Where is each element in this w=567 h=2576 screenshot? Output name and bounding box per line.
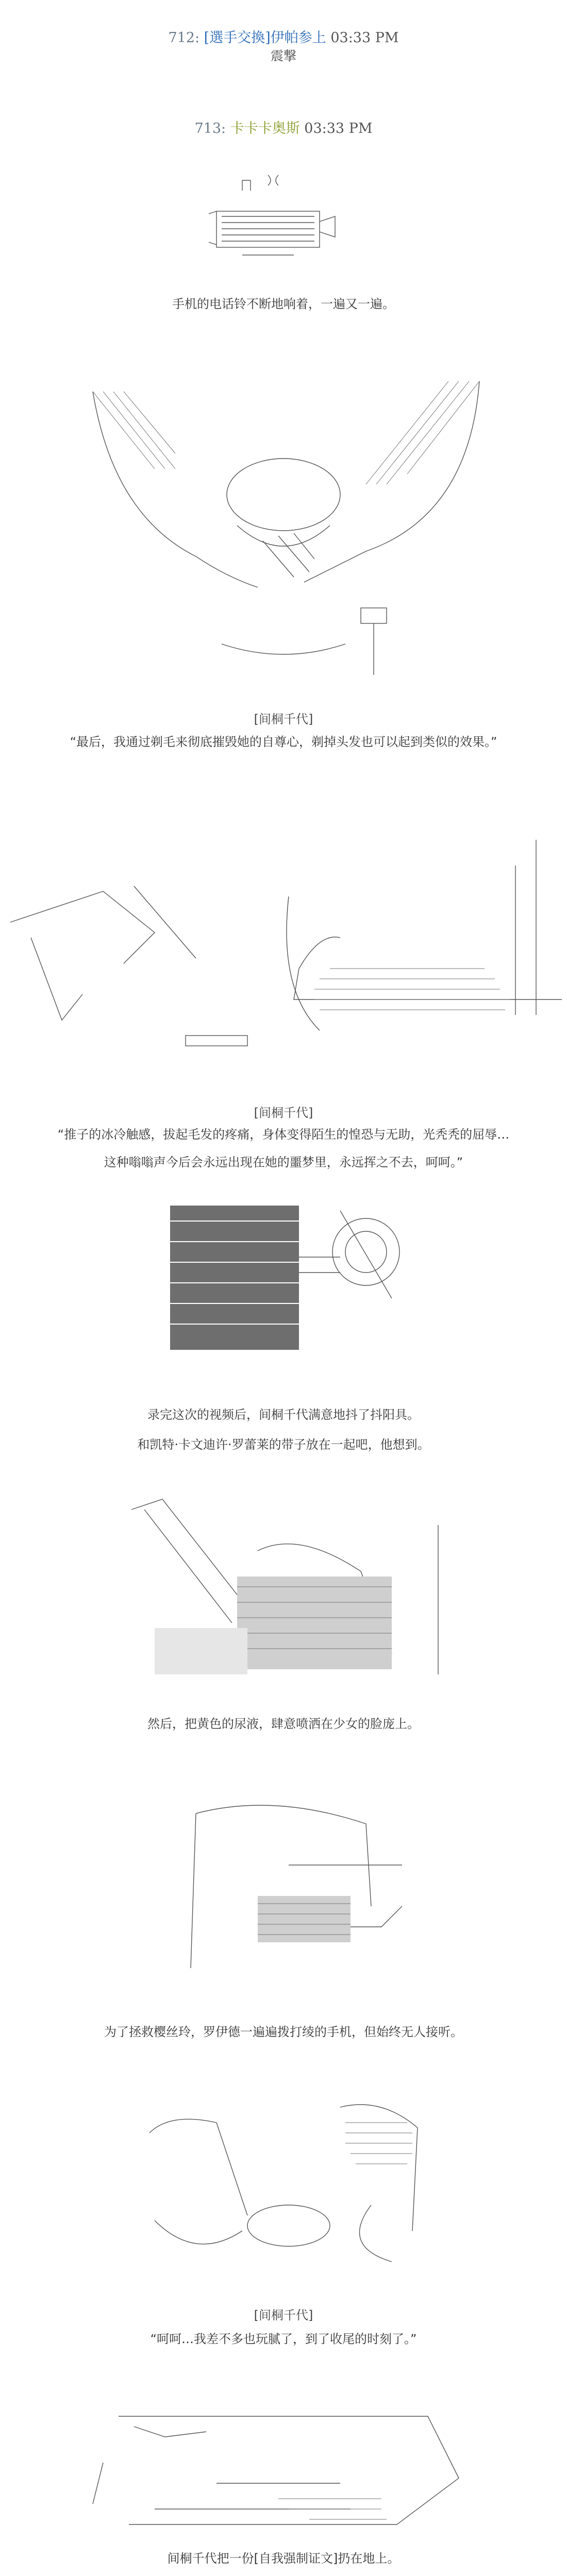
panel-7-caption: “呵呵…我差不多也玩腻了，到了收尾的时刻了。” (150, 2332, 417, 2346)
post-712 (0, 29, 567, 65)
panel-6-caption: 为了拯救樱丝玲，罗伊德一遍遍拨打绫的手机，但始终无人接听。 (104, 2025, 463, 2039)
ascii-art-phone (0, 165, 567, 289)
post-number: 712: (168, 30, 200, 46)
panel-4-caption-line-2: 和凯特·卡文迪许·罗蕾莱的带子放在一起吧，他想到。 (137, 1437, 430, 1452)
ascii-art-scene-6 (0, 1793, 567, 1999)
post-712-text: 震撃 (270, 48, 296, 63)
ascii-art-scene-7 (0, 2092, 567, 2293)
ascii-art-document (0, 2370, 567, 2535)
post-number: 713: (194, 121, 226, 137)
post-time: 03:33 PM (330, 30, 399, 46)
panel-5-caption: 然后，把黄色的尿液，肆意喷洒在少女的脸庞上。 (147, 1717, 420, 1731)
panel-2-speaker: [间桐千代] (254, 712, 313, 726)
post-713-header (0, 120, 567, 138)
poster-name[interactable]: 卡卡卡奥斯 (230, 121, 300, 137)
post-time: 03:33 PM (304, 121, 373, 137)
panel-8-caption: 间桐千代把一份[自我强制证文]扔在地上。 (167, 2551, 400, 2566)
post-713 (0, 120, 567, 138)
ascii-art-scene-2 (0, 371, 567, 696)
panel-4-caption-line-1: 录完这次的视频后，间桐千代满意地抖了抖阳具。 (147, 1408, 420, 1422)
panel-3-speaker: [间桐千代] (254, 1106, 313, 1120)
panel-3-caption-line-2: 这种嗡嗡声今后会永远出现在她的噩梦里，永远挥之不去，呵呵。” (104, 1155, 463, 1170)
panel-7-speaker: [间桐千代] (254, 2308, 313, 2323)
panel-2-caption: “最后，我通过剃毛来彻底摧毁她的自尊心，剃掉头发也可以起到类似的效果。” (70, 735, 497, 749)
ascii-art-camera (0, 1195, 567, 1376)
ascii-art-scene-3 (0, 835, 567, 1092)
panel-1-caption: 手机的电话铃不断地响着，一遍又一遍。 (172, 297, 395, 311)
ascii-art-scene-5 (0, 1494, 567, 1685)
post-712-header (0, 29, 567, 47)
panel-3-caption-line-1: “推子的冰冷触感，拔起毛发的疼痛，身体变得陌生的惶恐与无助，光秃秃的屈辱… (57, 1127, 510, 1142)
poster-name[interactable]: [選手交換]伊帕参上 (204, 30, 326, 46)
